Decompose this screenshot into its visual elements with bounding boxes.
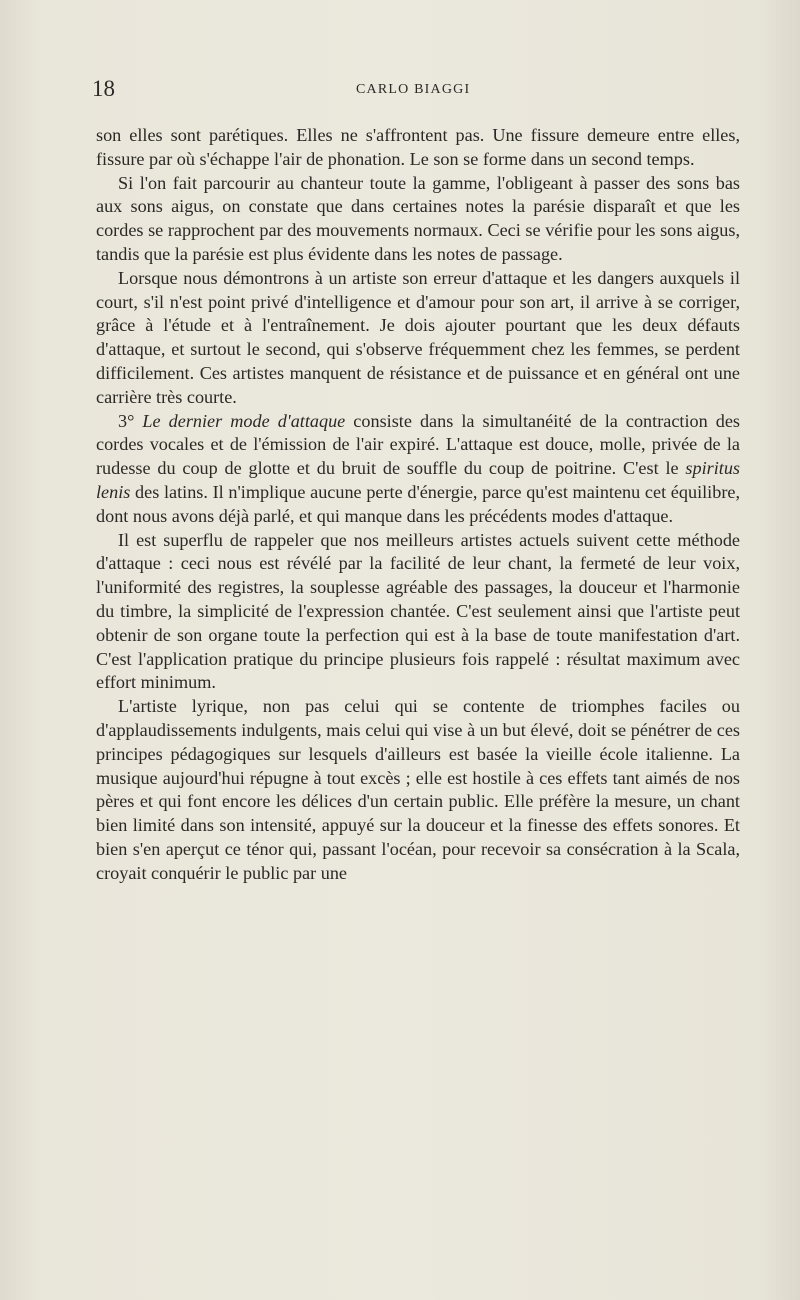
body-text [96,124,740,886]
paragraph-1: son elles sont parétiques. Elles ne s'affrontent pas. Une fissure demeure entre elles, fissure par où s'échappe l'air de phonation. Le son se forme dans un second temps. [96,125,740,169]
paragraph-4 [96,410,740,529]
paragraph-5: Il est superflu de rappeler que nos meilleurs artistes actuels suivent cette méthode d'attaque : ceci nous est révélé par la facilité de leur chant, la fermeté de leur voix, l'uniformité des registres, la souplesse agréable des passages, la douceur et l'harmonie du timbre, la simplicité de l'expression chantée. C'est seulement ainsi que l'artiste peut obtenir de son organe toute la perfection qui est à la base de toute manifestation d'art. C'est l'application pratique du principe plusieurs fois rappelé : résultat maximum avec effort minimum. [96,529,740,693]
paragraph-6: L'artiste lyrique, non pas celui qui se contente de triomphes faciles ou d'applaudissements indulgents, mais celui qui vise à un but élevé, doit se pénétrer de ces principes pédagogiques sur lesquels d'ailleurs est basée la vieille école italienne. La musique aujourd'hui répugne à tout excès ; elle est hostile à ces effets tant aimés de nos pères et qui font encore les délices d'un certain public. Elle préfère la mesure, un chant bien limité dans son intensité, appuyé sur la douceur et la finesse des effets sonores. Et bien s'en aperçut ce ténor qui, passant l'océan, pour recevoir sa consécration à la Scala, croyait conquérir le public par une [96,696,740,883]
paragraph-3: Lorsque nous démontrons à un artiste son erreur d'attaque et les dangers auxquels il court, s'il n'est point privé d'intelligence et d'amour pour son art, il arrive à se corriger, grâce à l'étude et à l'entraînement. Je dois ajouter pourtant que les deux défauts d'attaque, et surtout le second, qui s'observe fréquemment chez les femmes, se perdent difficilement. Ces artistes manquent de résistance et de puissance et en général ont une carrière très courte. [96,267,740,407]
paragraph-4-prefix: 3° [118,410,143,431]
running-head: CARLO BIAGGI [356,82,471,97]
page-header [0,76,800,106]
paragraph-4-mid: consiste dans la simultanéité de la contraction des cordes vocales et de l'émission de l'air expiré. L'attaque est douce, molle, privée de la rudesse du coup de glotte et du bruit de souffle du coup de poitrine. C'est le [96,410,740,479]
paragraph-4-italic-2: spiritus lenis [96,458,740,502]
paragraph-4-suffix: des latins. Il n'implique aucune perte d'énergie, parce qu'est maintenu cet équilibre, dont nous avons déjà parlé, et qui manque dans les précédents modes d'attaque. [96,481,740,526]
paragraph-4-italic-1: Le dernier mode d'attaque [142,410,346,431]
page-number: 18 [92,76,115,101]
paragraph-2: Si l'on fait parcourir au chanteur toute la gamme, l'obligeant à passer des sons bas aux sons aigus, on constate que dans certaines notes la parésie disparaît et que les cordes se rapprochent par des mouvements normaux. Ceci se vérifie pour les sons aigus, tandis que la parésie est plus évidente dans les notes de passage. [96,172,740,264]
